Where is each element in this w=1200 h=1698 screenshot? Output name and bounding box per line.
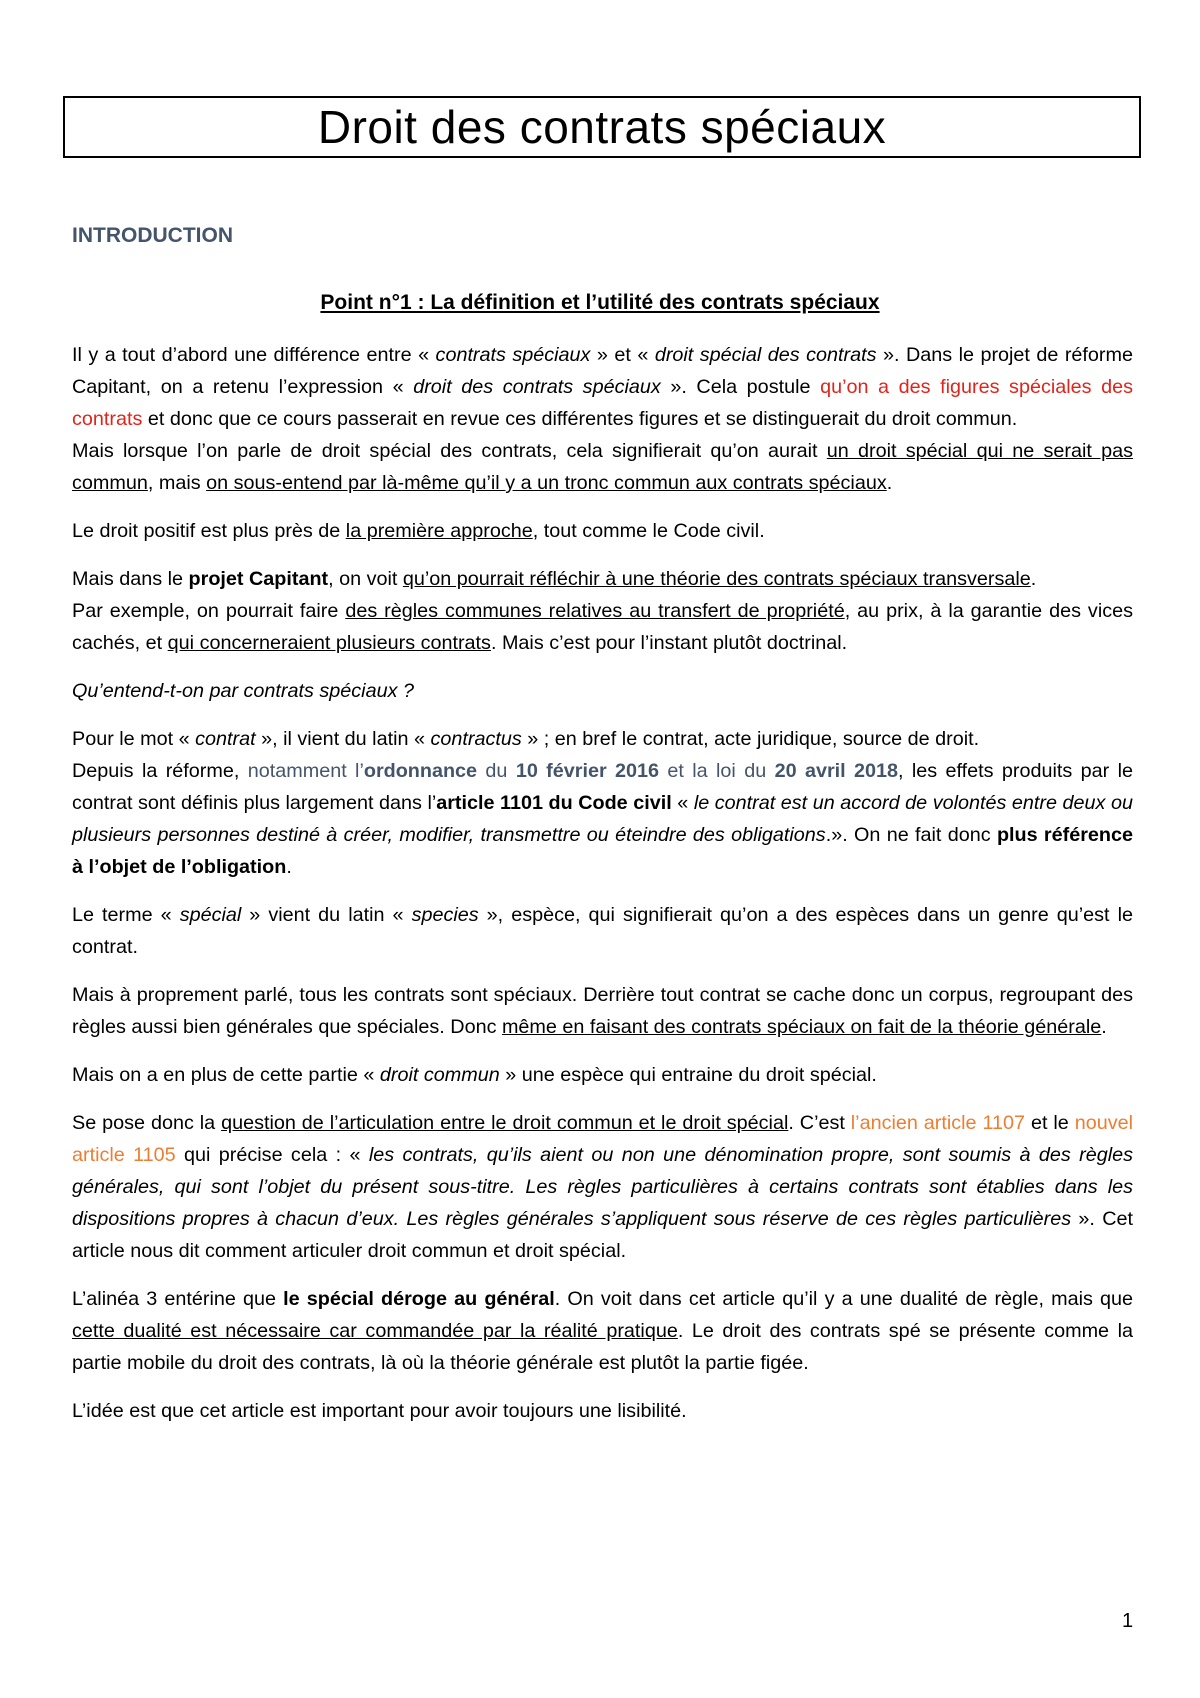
paragraph-14: L’idée est que cet article est important pour avoir toujours une lisibilité.	[72, 1400, 687, 1422]
paragraph-10: Mais à proprement parlé, tous les contrats sont spéciaux. Derrière tout contrat se cache donc un corpus, regroupant des règles aussi bien générales que spéciales. Donc même en faisant des contrats spéciaux on fait de la théorie générale.	[72, 984, 1133, 1038]
paragraph-12: Se pose donc la question de l’articulation entre le droit commun et le droit spécial. C’est l’ancien article 1107 et le nouvel article 1105 qui précise cela : « les contrats, qu’ils aient ou non une dénomination propre, sont soumis à des règles générales, qui sont l’objet du présent sous-titre. Les règles particulières à certains contrats sont établies dans les dispositions propres à chacun d’eux. Les règles générales s’appliquent sous réserve de ces règles particulières ». Cet article nous dit comment articuler droit commun et droit spécial.	[72, 1112, 1133, 1262]
paragraph-1: Il y a tout d’abord une différence entre « contrats spéciaux » et « droit spécial des contrats ». Dans le projet de réforme Capitant, on a retenu l’expression « droit des contrats spéciaux ». Cela postule qu’on a des figures spéciales des contrats et donc que ce cours passerait en revue ces différentes figures et se distinguerait du droit commun.	[72, 344, 1134, 430]
paragraph-5: Par exemple, on pourrait faire des règles communes relatives au transfert de propriété, au prix, à la garantie des vices cachés, et qui concerneraient plusieurs contrats. Mais c’est pour l’instant plutôt doctrinal.	[72, 600, 1133, 654]
paragraph-11: Mais on a en plus de cette partie « droit commun » une espèce qui entraine du droit spécial.	[72, 1064, 877, 1086]
paragraph-8: Depuis la réforme, notamment l’ordonnance du 10 février 2016 et la loi du 20 avril 2018, les effets produits par le contrat sont définis plus largement dans l’article 1101 du Code civil « le contrat est un accord de volontés entre deux ou plusieurs personnes destiné à créer, modifier, transmettre ou éteindre des obligations.». On ne fait donc plus référence à l’objet de l’obligation.	[72, 760, 1134, 878]
paragraph-7: Pour le mot « contrat », il vient du latin « contractus » ; en bref le contrat, acte juridique, source de droit.	[72, 728, 980, 750]
highlight-red: qu’on a des figures spéciales des contrats	[72, 376, 1133, 430]
paragraph-9: Le terme « spécial » vient du latin « species », espèce, qui signifierait qu’on a des espèces dans un genre qu’est le contrat.	[72, 904, 1133, 958]
paragraph-2: Mais lorsque l’on parle de droit spécial des contrats, cela signifierait qu’on aurait un droit spécial qui ne serait pas commun, mais on sous-entend par là-même qu’il y a un tronc commun aux contrats spéciaux.	[72, 440, 1134, 494]
page-number: 1	[1122, 1610, 1134, 1632]
point-heading: Point n°1 : La définition et l’utilité des contrats spéciaux	[320, 291, 880, 314]
document-title: Droit des contrats spéciaux	[63, 96, 1141, 158]
paragraph-question: Qu’entend-t-on par contrats spéciaux ?	[72, 680, 414, 702]
section-heading: INTRODUCTION	[72, 224, 233, 247]
paragraph-4: Mais dans le projet Capitant, on voit qu’on pourrait réfléchir à une théorie des contrats spéciaux transversale.	[72, 568, 1037, 590]
paragraph-3: Le droit positif est plus près de la première approche, tout comme le Code civil.	[72, 520, 765, 542]
document-body	[72, 339, 1133, 1443]
paragraph-13: L’alinéa 3 entérine que le spécial déroge au général. On voit dans cet article qu’il y a une dualité de règle, mais que cette dualité est nécessaire car commandée par la réalité pratique. Le droit des contrats spé se présente comme la partie mobile du droit des contrats, là où la théorie générale est plutôt la partie figée.	[72, 1288, 1133, 1374]
